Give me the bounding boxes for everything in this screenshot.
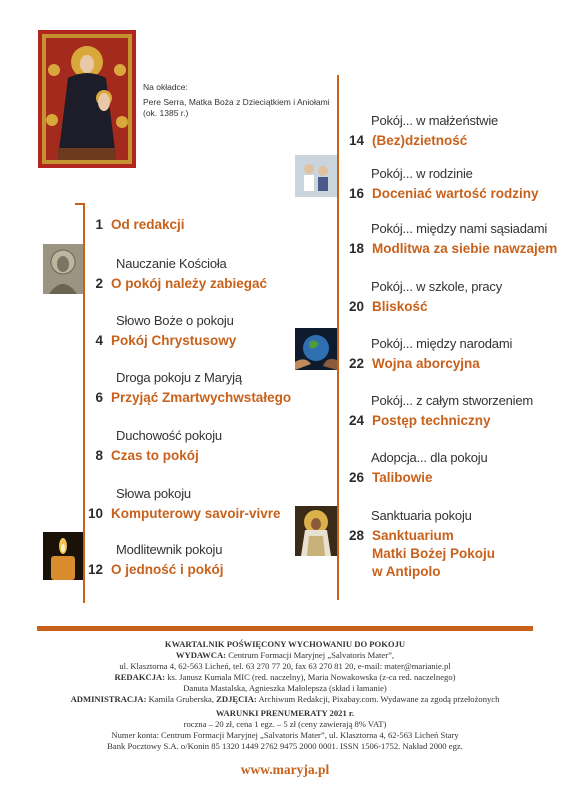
right-rule (337, 75, 339, 600)
article-title-line2[interactable]: Matki Bożej Pokoju (372, 546, 496, 561)
section-label: Modlitewnik pokoju (116, 542, 223, 557)
article-title[interactable]: Komputerowy savoir-vivre (111, 506, 281, 521)
section-label: Pokój... w małżeństwie (371, 113, 499, 128)
article-title[interactable]: Wojna aborcyjna (372, 356, 480, 371)
account-line-1: Numer konta: Centrum Formacji Maryjnej „Salvatoris Mater”, ul. Klasztorna 4, 62-563 Licheń Stary (111, 730, 459, 740)
price-line: roczna – 20 zł, cena 1 egz. – 5 zł (ceny zawierają 8% VAT) (183, 719, 387, 729)
address-line: ul. Klasztorna 4, 62-563 Licheń, tel. 63 270 77 20, fax 63 270 81 20, e-mail: mater@marianie.pl (119, 661, 451, 671)
admin-line: ADMINISTRACJA: Kamila Gruberska, ZDJĘCIA: Archiwum Redakcji, Pixabay.com. Wydawane za zgodą przełożonych (70, 694, 500, 704)
page-number: 22 (348, 356, 364, 371)
page-number: 2 (95, 276, 103, 291)
left-rule-tick (75, 203, 85, 205)
toc-entry-1[interactable] (81, 216, 185, 234)
page-number: 14 (348, 133, 364, 148)
article-title[interactable]: O jedność i pokój (111, 562, 224, 577)
article-title[interactable]: Doceniać wartość rodziny (372, 186, 539, 201)
cover-caption (143, 82, 343, 119)
page-number: 16 (348, 186, 364, 201)
article-title[interactable]: Czas to pokój (111, 448, 199, 463)
page-number: 8 (95, 448, 103, 463)
page-number: 6 (95, 390, 103, 405)
footer-imprint (40, 639, 530, 752)
page-number: 10 (87, 506, 103, 521)
toc-entry-22[interactable] (342, 336, 512, 373)
section-label: Pokój... w szkole, pracy (371, 279, 503, 294)
toc-entry-14[interactable] (342, 113, 498, 150)
toc-entry-10[interactable] (81, 486, 281, 523)
account-line-2: Bank Pocztowy S.A. o/Konin 85 1320 1449 2762 9475 2000 0001. ISSN 1506-1752. Nakład 2000 egz. (107, 741, 463, 751)
section-label: Adopcja... dla pokoju (371, 450, 488, 465)
page-number: 1 (95, 217, 103, 232)
toc-entry-2[interactable] (81, 256, 267, 293)
article-title[interactable]: (Bez)dzietność (372, 133, 468, 148)
antipolo-image (295, 506, 337, 556)
page-number: 26 (348, 470, 364, 485)
cover-caption-line2: (ok. 1385 r.) (143, 108, 189, 118)
editorial-line: REDAKCJA: ks. Janusz Kumala MIC (red. naczelny), Maria Nowakowska (z-ca red. naczelnego) (114, 672, 456, 682)
article-title[interactable]: O pokój należy zabiegać (111, 276, 268, 291)
section-label: Pokój... z całym stworzeniem (371, 393, 534, 408)
toc-entry-4[interactable] (81, 313, 236, 350)
section-label: Pokój... między nami sąsiadami (371, 221, 548, 236)
toc-entry-16[interactable] (342, 166, 539, 203)
article-title[interactable]: Postęp techniczny (372, 413, 491, 428)
cover-image (38, 30, 136, 168)
cover-caption-label: Na okładce: (143, 82, 188, 92)
section-label: Pokój... między narodami (371, 336, 513, 351)
toc-entry-8[interactable] (81, 428, 222, 465)
section-label: Sanktuaria pokoju (371, 508, 472, 523)
candle-image (43, 532, 83, 580)
toc-entry-24[interactable] (342, 393, 533, 430)
toc-entry-20[interactable] (342, 279, 502, 316)
editorial-line-2: Danuta Mastalska, Agnieszka Małolepsza (skład i łamanie) (183, 683, 387, 693)
page-number: 28 (348, 528, 364, 543)
page-number: 12 (87, 562, 103, 577)
website-link[interactable]: www.maryja.pl (240, 762, 330, 777)
publisher-line: WYDAWCA: Centrum Formacji Maryjnej „Salvatoris Mater”, (175, 650, 395, 660)
toc-entry-12[interactable] (81, 542, 224, 579)
cover-caption-line1: Pere Serra, Matka Boża z Dzieciątkiem i Aniołami (143, 97, 330, 107)
toc-entry-28[interactable] (342, 508, 495, 581)
christ-icon-image (43, 244, 83, 294)
article-title-line3[interactable]: w Antipolo (372, 564, 441, 579)
section-label: Droga pokoju z Maryją (116, 370, 242, 385)
page-number: 4 (95, 333, 103, 348)
article-title[interactable]: Przyjąć Zmartwychwstałego (111, 390, 292, 405)
page-number: 24 (348, 413, 364, 428)
subscription-heading: WARUNKI PRENUMERATY 2021 r. (215, 708, 355, 718)
page-number: 18 (348, 241, 364, 256)
section-label: Słowo Boże o pokoju (116, 313, 234, 328)
section-label: Nauczanie Kościoła (116, 256, 227, 271)
toc-entry-18[interactable] (342, 221, 557, 258)
article-title[interactable]: Bliskość (372, 299, 428, 314)
magazine-subtitle: KWARTALNIK POŚWIĘCONY WYCHOWANIU DO POKOJU (164, 639, 406, 649)
family-image (295, 155, 337, 197)
toc-entry-26[interactable] (342, 450, 488, 487)
article-title[interactable]: Sanktuarium (372, 528, 454, 543)
article-title[interactable]: Od redakcji (111, 217, 185, 232)
section-label: Pokój... w rodzinie (371, 166, 473, 181)
section-label: Duchowość pokoju (116, 428, 222, 443)
toc-entry-6[interactable] (81, 370, 291, 407)
globe-hands-image (295, 328, 337, 370)
article-title[interactable]: Talibowie (372, 470, 433, 485)
page-number: 20 (348, 299, 364, 314)
footer-divider (37, 626, 533, 631)
article-title[interactable]: Pokój Chrystusowy (111, 333, 237, 348)
article-title[interactable]: Modlitwa za siebie nawzajem (372, 241, 558, 256)
section-label: Słowa pokoju (116, 486, 191, 501)
